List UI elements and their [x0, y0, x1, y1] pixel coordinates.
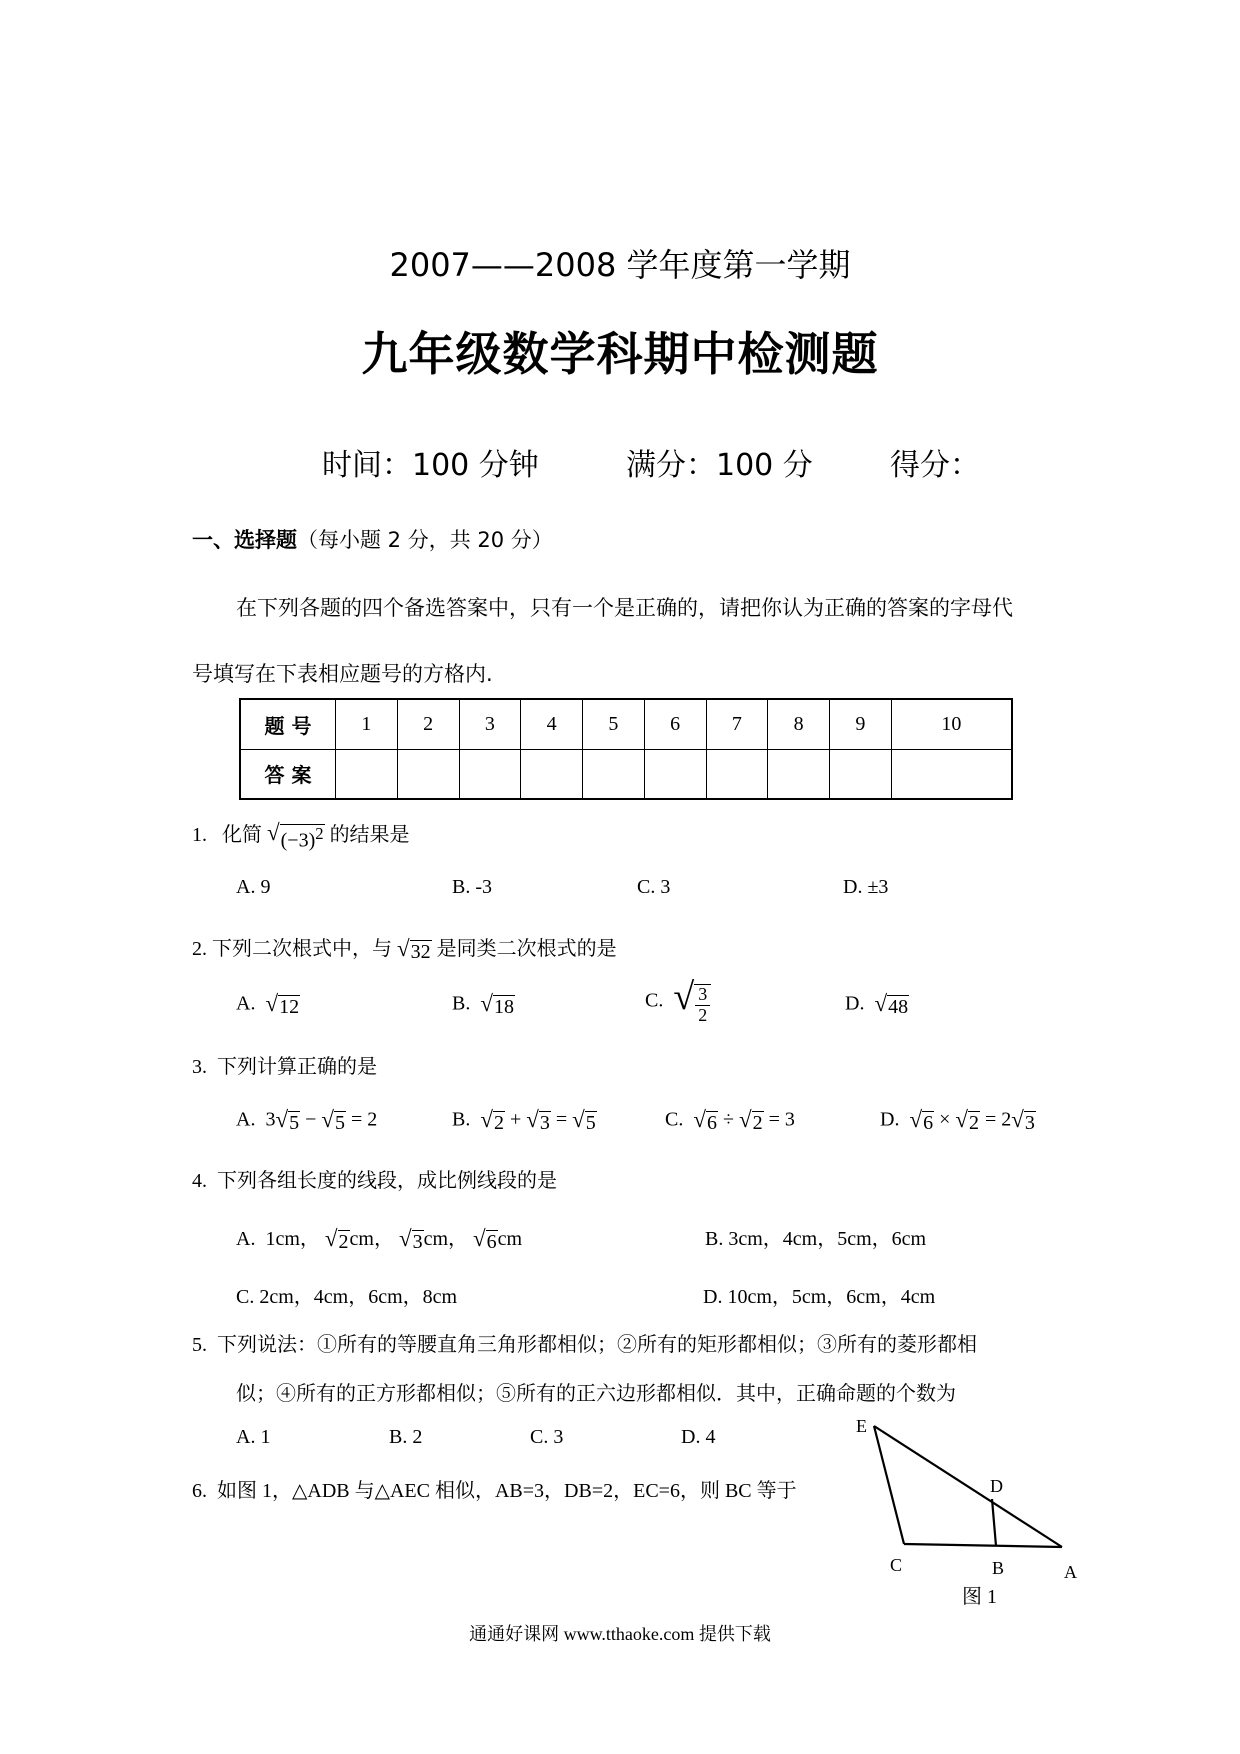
question-text: 的结果是 [329, 822, 410, 846]
answer-cell[interactable] [891, 749, 1012, 799]
answer-table [239, 698, 1013, 800]
instruction-line-1: 在下列各题的四个备选答案中，只有一个是正确的，请把你认为正确的答案的字母代 [236, 596, 1013, 620]
answer-cell[interactable] [397, 749, 459, 799]
question-text: 化简 [222, 822, 262, 846]
option-a: A. 9 [236, 876, 271, 898]
figure-caption: 图 1 [962, 1586, 997, 1608]
segment-ca [904, 1544, 1062, 1547]
table-cell-number: 6 [644, 699, 706, 749]
option-b: B. 3cm，4cm，5cm，6cm [705, 1228, 927, 1250]
question-2 [192, 932, 617, 963]
option-c: C. 3 [637, 876, 671, 898]
question-text: 下列说法：①所有的等腰直角三角形都相似；②所有的矩形都相似；③所有的菱形都相 [217, 1334, 977, 1356]
segment-db [992, 1499, 996, 1546]
label-d: D [990, 1476, 1003, 1496]
question-1 [192, 818, 410, 852]
label-a: A [1064, 1562, 1077, 1582]
table-cell-number: 4 [521, 699, 583, 749]
answer-cell[interactable] [644, 749, 706, 799]
option-a: A. 3 √ 5 − √ 5 = 2 [236, 1107, 378, 1134]
option-d: D. 10cm，5cm，6cm，4cm [703, 1286, 936, 1308]
option-b: B. √ 18 [452, 991, 514, 1018]
option-c: C. 3 [530, 1426, 564, 1448]
table-cell-number: 2 [397, 699, 459, 749]
option-b: B. -3 [452, 876, 492, 898]
question-5-continued: 似；④所有的正方形都相似；⑤所有的正六边形都相似．其中，正确命题的个数为 [236, 1383, 956, 1405]
sqrt-expression: √ 32 [397, 936, 431, 964]
table-row-numbers [240, 699, 1012, 749]
question-number: 5. [192, 1334, 207, 1356]
option-a: A. √ 12 [236, 991, 300, 1018]
question-number: 3. [192, 1056, 207, 1078]
label-e: E [856, 1416, 867, 1436]
exam-full-score: 满分：100 分 [626, 448, 813, 483]
section-note: （每小题 2 分，共 20 分） [297, 528, 553, 552]
option-c: C. √ $\frac{3}{2}$ [645, 978, 711, 1026]
table-cell-number: 1 [336, 699, 398, 749]
question-text: 下列各组长度的线段，成比例线段的是 [217, 1168, 557, 1192]
footer-credit: 通通好课网 www.tthaoke.com 提供下载 [469, 1624, 771, 1644]
option-c: C. 2cm，4cm，6cm，8cm [236, 1286, 458, 1308]
question-number: 2. [192, 938, 207, 960]
answer-cell[interactable] [583, 749, 645, 799]
exam-score-field: 得分： [890, 448, 980, 483]
question-number: 4. [192, 1170, 207, 1192]
segment-ea [874, 1426, 1062, 1547]
option-a: A. 1 [236, 1426, 271, 1448]
answer-cell[interactable] [336, 749, 398, 799]
option-d: D. √ 6 × √ 2 = 2 √ 3 [880, 1107, 1035, 1134]
option-d: D. 4 [681, 1426, 716, 1448]
table-cell-number: 9 [830, 699, 892, 749]
instruction-line-2: 号填写在下表相应题号的方格内. [192, 662, 493, 686]
option-b: B. 2 [389, 1426, 423, 1448]
exam-time: 时间：100 分钟 [322, 448, 539, 483]
answer-cell[interactable] [459, 749, 521, 799]
table-cell-number: 7 [706, 699, 768, 749]
option-a: A. 1cm， √ 2 cm， √ 3 cm， √ 6 cm [236, 1226, 523, 1254]
question-number: 1. [192, 824, 207, 846]
table-cell-number: 8 [768, 699, 830, 749]
section-title: 一、选择题 [192, 528, 297, 552]
question-number: 6. [192, 1480, 207, 1502]
option-d: D. ±3 [843, 876, 889, 898]
table-cell-number: 10 [891, 699, 1012, 749]
section-heading [192, 524, 553, 554]
question-text: 下列计算正确的是 [217, 1054, 377, 1078]
table-header-answer: 答 案 [240, 749, 336, 799]
option-c: C. √ 6 ÷ √ 2 = 3 [665, 1107, 795, 1134]
exam-title: 九年级数学科期中检测题 [361, 327, 879, 381]
question-text: 如图 1，△ADB 与△AEC 相似，AB=3，DB=2，EC=6，则 BC 等于 [217, 1480, 797, 1502]
question-5 [192, 1328, 977, 1357]
table-cell-number: 3 [459, 699, 521, 749]
table-row-answers [240, 749, 1012, 799]
answer-cell[interactable] [768, 749, 830, 799]
answer-cell[interactable] [706, 749, 768, 799]
answer-cell[interactable] [521, 749, 583, 799]
answer-cell[interactable] [830, 749, 892, 799]
table-header-number: 题 号 [240, 699, 336, 749]
question-4 [192, 1164, 557, 1193]
question-6 [192, 1474, 797, 1503]
table-cell-number: 5 [583, 699, 645, 749]
option-b: B. √ 2 + √ 3 = √ 5 [452, 1107, 596, 1134]
label-c: C [890, 1555, 903, 1575]
sqrt-expression: √ $(-3)^2$ [267, 820, 324, 852]
label-b: B [992, 1558, 1005, 1578]
option-d: D. √ 48 [845, 991, 909, 1018]
question-text: 下列二次根式中，与 [212, 936, 392, 960]
question-3 [192, 1050, 377, 1079]
question-text: 是同类二次根式的是 [436, 936, 617, 960]
exam-term: 2007——2008 学年度第一学期 [389, 246, 851, 284]
